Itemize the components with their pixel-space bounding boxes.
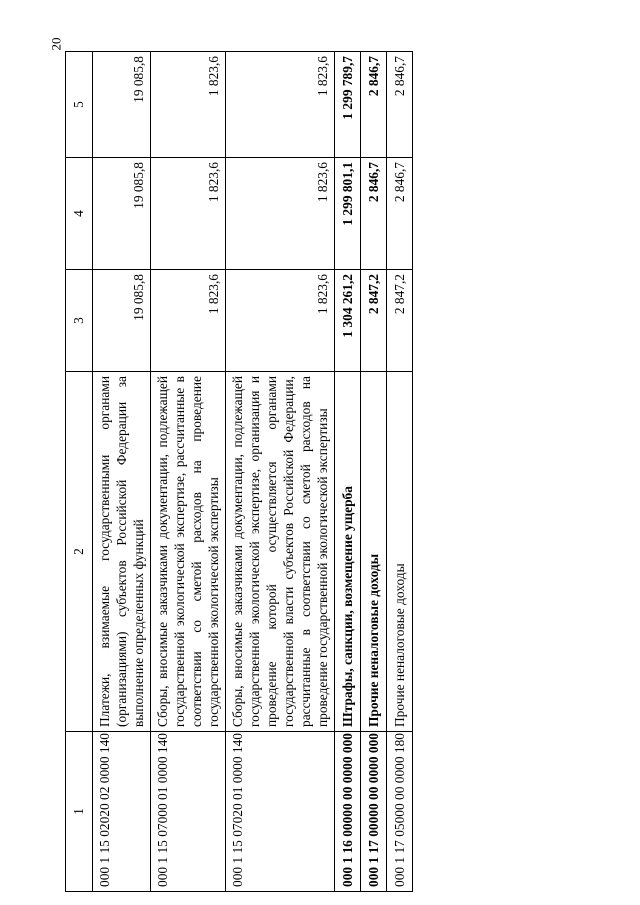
row-value-5: 2 846,7: [387, 52, 413, 158]
row-value-4: 1 299 801,1: [335, 158, 361, 270]
row-value-3: 1 823,6: [151, 270, 226, 372]
table-row: [93, 52, 151, 892]
row-name: Штрафы, санкции, возмещение ущерба: [335, 372, 361, 732]
row-value-3: 19 085,8: [93, 270, 151, 372]
row-name: Прочие неналоговые доходы: [361, 372, 387, 732]
row-value-3: 1 823,6: [226, 270, 335, 372]
row-name: Прочие неналоговые доходы: [387, 372, 413, 732]
row-value-5: 1 299 789,7: [335, 52, 361, 158]
row-value-3: 2 847,2: [361, 270, 387, 372]
row-value-5: 2 846,7: [361, 52, 387, 158]
rotated-page-content: [65, 52, 585, 892]
table-row: [387, 52, 413, 892]
row-value-3: 2 847,2: [387, 270, 413, 372]
table-row: [151, 52, 226, 892]
row-code: 000 1 15 07020 01 0000 140: [226, 732, 335, 892]
table-row-total: [361, 52, 387, 892]
column-header-3: 3: [66, 270, 93, 372]
table-row: [226, 52, 335, 892]
revenue-table: [65, 51, 413, 892]
row-value-5: 1 823,6: [151, 52, 226, 158]
row-code: 000 1 17 00000 00 0000 000: [361, 732, 387, 892]
row-code: 000 1 16 00000 00 0000 000: [335, 732, 361, 892]
row-value-4: 2 846,7: [387, 158, 413, 270]
row-value-3: 1 304 261,2: [335, 270, 361, 372]
column-header-2: 2: [66, 372, 93, 732]
row-name: Сборы, вносимые заказчиками документации, подлежащей государственной экологической экспертизе, организация и проведение которой осуществляется органами государственной власти субъектов Российской Федерации, рассчитанные в соответствии со сметой расходов на проведение государственной экологической экспертизы: [226, 372, 335, 732]
row-value-4: 1 823,6: [226, 158, 335, 270]
table-row-total: [335, 52, 361, 892]
column-header-5: 5: [66, 52, 93, 158]
column-header-1: 1: [66, 732, 93, 892]
row-value-5: 19 085,8: [93, 52, 151, 158]
row-value-4: 2 846,7: [361, 158, 387, 270]
row-value-5: 1 823,6: [226, 52, 335, 158]
row-name: Платежи, взимаемые государственными органами (организациями) субъектов Российской Федерации за выполнение определенных функций: [93, 372, 151, 732]
row-code: 000 1 15 02020 02 0000 140: [93, 732, 151, 892]
row-code: 000 1 17 05000 00 0000 180: [387, 732, 413, 892]
row-value-4: 19 085,8: [93, 158, 151, 270]
row-name: Сборы, вносимые заказчиками документации, подлежащей государственной экологической экспертизе, рассчитанные в соответствии со сметой расходов на проведение государственной экологической экспертизы: [151, 372, 226, 732]
row-value-4: 1 823,6: [151, 158, 226, 270]
table-header-row: [66, 52, 93, 892]
row-code: 000 1 15 07000 01 0000 140: [151, 732, 226, 892]
column-header-4: 4: [66, 158, 93, 270]
page-number: 20: [48, 37, 64, 51]
